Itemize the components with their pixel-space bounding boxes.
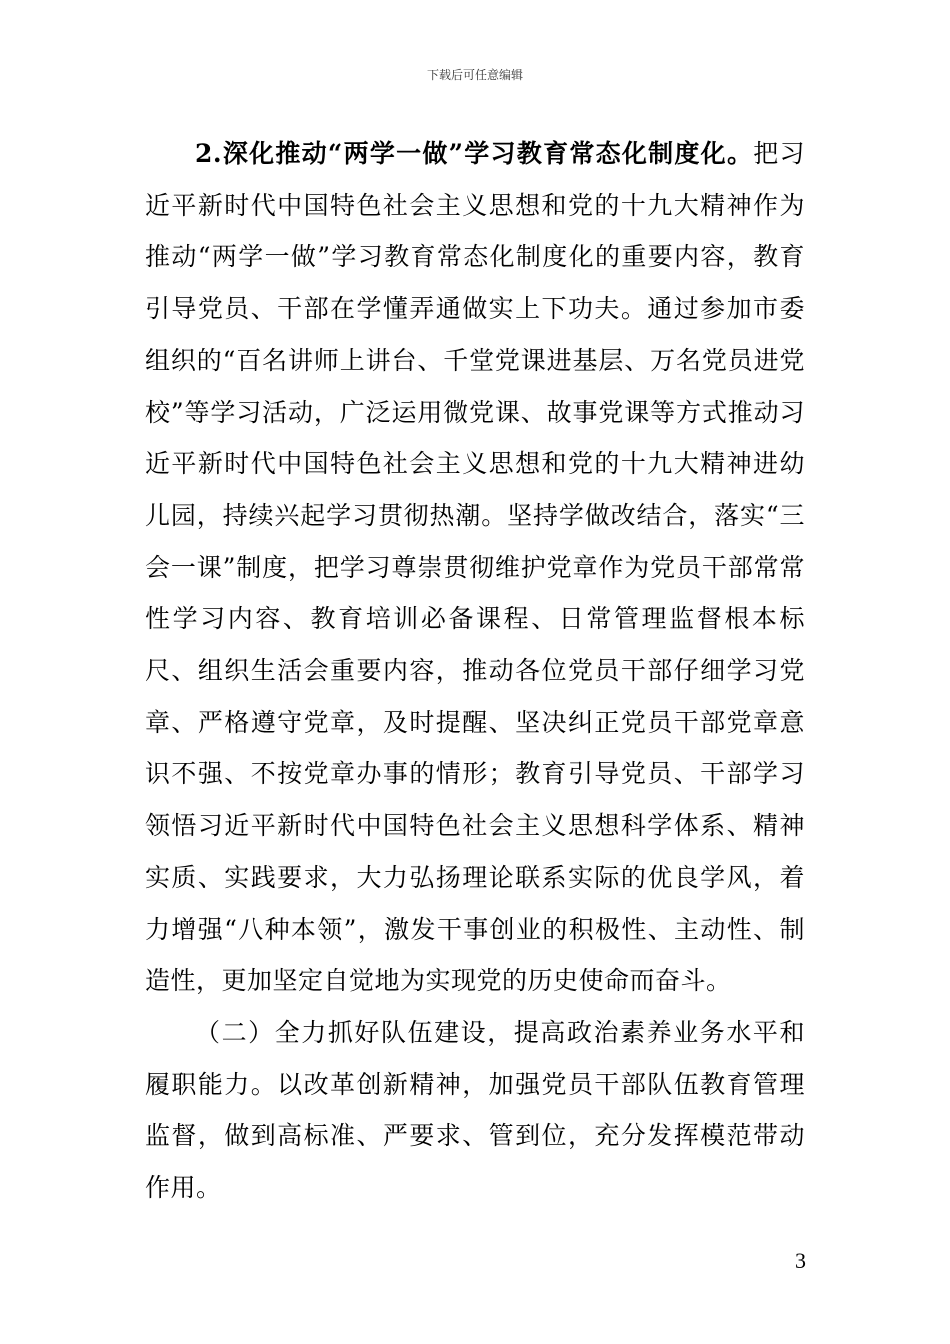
header-note: 下载后可任意编辑 <box>426 68 523 82</box>
paragraph-text: 把习近平新时代中国特色社会主义思想和党的十九大精神作为推动“两学一做”学习教育常态化制度化的重要内容，教育引导党员、干部在学懂弄通做实上下功夫。通过参加市委组织的“百名讲师上讲台、千堂党课进基层、万名党员进党校”等学习活动，广泛运用微党课、故事党课等方式推动习近平新时代中国特色社会主义思想和党的十九大精神进幼儿园，持续兴起学习贯彻热潮。坚持学做改结合，落实“三会一课”制度，把学习尊崇贯彻维护党章作为党员干部常常性学习内容、教育培训必备课程、日常管理监督根本标尺、组织生活会重要内容，推动各位党员干部仔细学习党章、严格遵守党章，及时提醒、坚决纠正党员干部党章意识不强、不按党章办事的情形；教育引导党员、干部学习领悟习近平新时代中国特色社会主义思想科学体系、精神实质、实践要求，大力弘扬理论联系实际的优良学风，着力增强“八种本领”，激发干事创业的积极性、主动性、制造性，更加坚定自觉地为实现党的历史使命而奋斗。 <box>145 139 805 996</box>
document-body <box>145 128 805 1214</box>
paragraph-lead-heading: 2.深化推动“两学一做”学习教育常态化制度化。 <box>195 139 754 168</box>
paragraph-team-building <box>145 1007 805 1214</box>
page-number: 3 <box>795 1248 806 1273</box>
paragraph-deepen-study <box>145 128 805 1007</box>
paragraph-text: （二）全力抓好队伍建设，提高政治素养业务水平和履职能力。以改革创新精神，加强党员干部队伍教育管理监督，做到高标准、严要求、管到位，充分发挥模范带动作用。 <box>145 1017 805 1203</box>
